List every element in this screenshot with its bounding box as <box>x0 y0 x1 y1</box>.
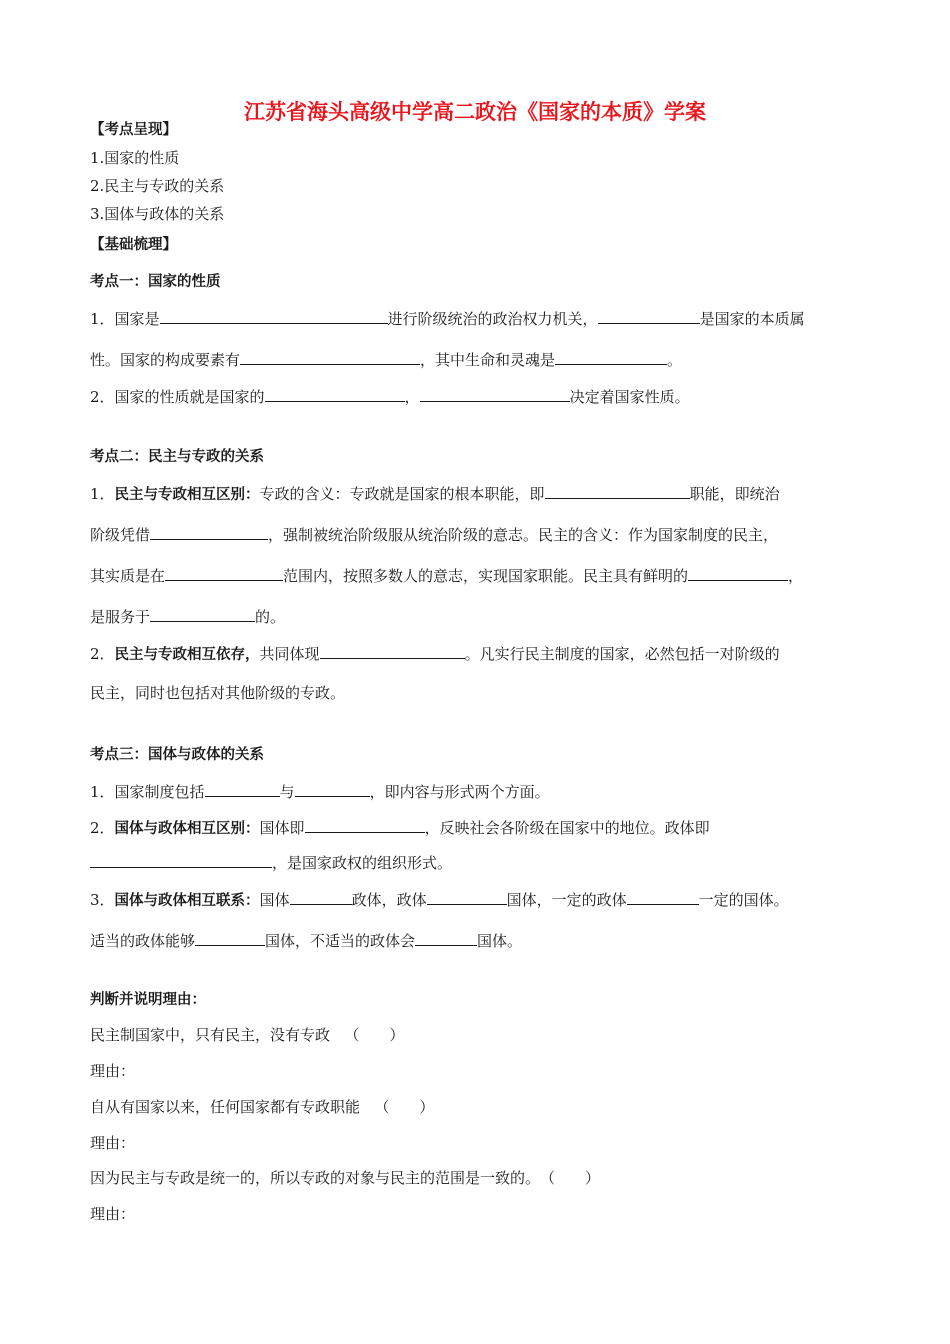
answer-parenthesis[interactable]: （ ） <box>540 1169 601 1187</box>
text: 1．国家制度包括 <box>90 783 205 801</box>
fill-blank[interactable] <box>240 349 420 365</box>
k2-line-1 <box>90 483 780 505</box>
section-2-heading: 考点二：民主与专政的关系 <box>90 449 264 465</box>
text: ， <box>404 388 420 406</box>
page-title: 江苏省海头高级中学高二政治《国家的本质》学案 <box>244 100 706 124</box>
fill-blank[interactable] <box>290 889 352 905</box>
fill-blank[interactable] <box>598 308 700 324</box>
text: ，其中生命和灵魂是 <box>420 351 556 369</box>
text: 民主制国家中，只有民主，没有专政 <box>90 1026 331 1044</box>
text: 决定着国家性质。 <box>569 388 690 406</box>
text: 一定的国体。 <box>698 891 789 909</box>
bold-text: 民主与专政相互区别： <box>114 487 260 503</box>
k2-line-4 <box>90 606 285 627</box>
fill-blank[interactable] <box>295 781 370 797</box>
text: 的。 <box>255 608 286 626</box>
bold-text: 国体与政体相互区别： <box>114 821 260 837</box>
fill-blank[interactable] <box>305 817 425 833</box>
exam-point-item: 2.民主与专政的关系 <box>90 177 225 195</box>
text: 职能，即统治 <box>689 485 780 503</box>
fill-blank[interactable] <box>688 565 788 581</box>
fill-blank[interactable] <box>320 643 465 659</box>
text: 2． <box>90 819 115 837</box>
text: 专政的含义：专政就是国家的根本职能，即 <box>259 485 545 503</box>
k3-line-3 <box>90 852 452 873</box>
text: 1．国家是 <box>90 310 160 328</box>
fill-blank[interactable] <box>555 349 667 365</box>
text: 适当的政体能够 <box>90 932 196 950</box>
text: ，是国家政权的组织形式。 <box>272 854 453 872</box>
fill-blank[interactable] <box>415 930 477 946</box>
exam-points-heading: 【考点呈现】 <box>90 122 177 138</box>
fill-blank[interactable] <box>160 308 388 324</box>
text: 国体即 <box>259 819 305 837</box>
fill-blank[interactable] <box>420 386 570 402</box>
text: 2．国家的性质就是国家的 <box>90 388 265 406</box>
text: 共同体现 <box>259 645 320 663</box>
k3-line-5 <box>90 930 522 951</box>
text: 自从有国家以来，任何国家都有专政职能 <box>90 1098 361 1116</box>
text: 国体，一定的政体 <box>506 891 627 909</box>
section-1-heading: 考点一：国家的性质 <box>90 274 221 290</box>
k1-line-3 <box>90 386 690 407</box>
k2-line-3 <box>90 565 803 586</box>
k3-line-2 <box>90 817 710 839</box>
text: ，反映社会各阶级在国家中的地位。政体即 <box>424 819 710 837</box>
k3-line-1 <box>90 781 550 802</box>
section-3-heading: 考点三：国体与政体的关系 <box>90 747 264 763</box>
text: 阶级凭借 <box>90 526 151 544</box>
exam-point-item: 3.国体与政体的关系 <box>90 205 225 223</box>
fill-blank[interactable] <box>195 930 265 946</box>
judge-question-1 <box>90 1025 404 1045</box>
fill-blank[interactable] <box>265 386 405 402</box>
fill-blank[interactable] <box>90 852 272 868</box>
bold-text: 民主与专政相互依存， <box>114 647 260 663</box>
k3-line-4 <box>90 889 789 911</box>
text: 1． <box>90 485 115 503</box>
text: 政体，政体 <box>351 891 427 909</box>
basics-heading: 【基础梳理】 <box>90 237 177 253</box>
judge-heading: 判断并说明理由： <box>90 992 206 1008</box>
k2-line-5 <box>90 643 780 665</box>
bold-text: 国体与政体相互联系： <box>114 893 260 909</box>
k1-line-2 <box>90 349 682 370</box>
judge-question-2 <box>90 1097 434 1117</box>
fill-blank[interactable] <box>150 524 268 540</box>
text: 。 <box>667 351 683 369</box>
text: 。凡实行民主制度的国家，必然包括一对阶级的 <box>464 645 780 663</box>
text: 因为民主与专政是统一的，所以专政的对象与民主的范围是一致的。 <box>90 1169 541 1187</box>
judge-reason-1: 理由： <box>90 1062 136 1080</box>
answer-parenthesis[interactable]: （ ） <box>344 1026 405 1044</box>
k2-line-2 <box>90 524 778 545</box>
k2-line-6: 民主，同时也包括对其他阶级的专政。 <box>90 684 346 702</box>
text: 2． <box>90 645 115 663</box>
answer-parenthesis[interactable]: （ ） <box>374 1098 435 1116</box>
text: ， <box>788 567 804 585</box>
text: 性。国家的构成要素有 <box>90 351 241 369</box>
text: 是国家的本质属 <box>699 310 805 328</box>
fill-blank[interactable] <box>627 889 699 905</box>
text: 范围内，按照多数人的意志，实现国家职能。民主具有鲜明的 <box>283 567 689 585</box>
text: 国体。 <box>477 932 523 950</box>
fill-blank[interactable] <box>165 565 283 581</box>
fill-blank[interactable] <box>150 606 255 622</box>
fill-blank[interactable] <box>545 483 690 499</box>
text: 是服务于 <box>90 608 151 626</box>
text: 与 <box>279 783 295 801</box>
judge-reason-3: 理由： <box>90 1205 136 1223</box>
fill-blank[interactable] <box>205 781 280 797</box>
text: 3． <box>90 891 115 909</box>
text: ，强制被统治阶级服从统治阶级的意志。民主的含义：作为国家制度的民主， <box>268 526 779 544</box>
judge-reason-2: 理由： <box>90 1134 136 1152</box>
text: 其实质是在 <box>90 567 166 585</box>
text: 国体，不适当的政体会 <box>265 932 416 950</box>
fill-blank[interactable] <box>427 889 507 905</box>
exam-point-item: 1.国家的性质 <box>90 149 180 167</box>
text: 国体 <box>259 891 290 909</box>
text: ，即内容与形式两个方面。 <box>369 783 550 801</box>
judge-question-3 <box>90 1168 600 1188</box>
k1-line-1 <box>90 308 805 329</box>
text: 进行阶级统治的政治权力机关， <box>387 310 598 328</box>
